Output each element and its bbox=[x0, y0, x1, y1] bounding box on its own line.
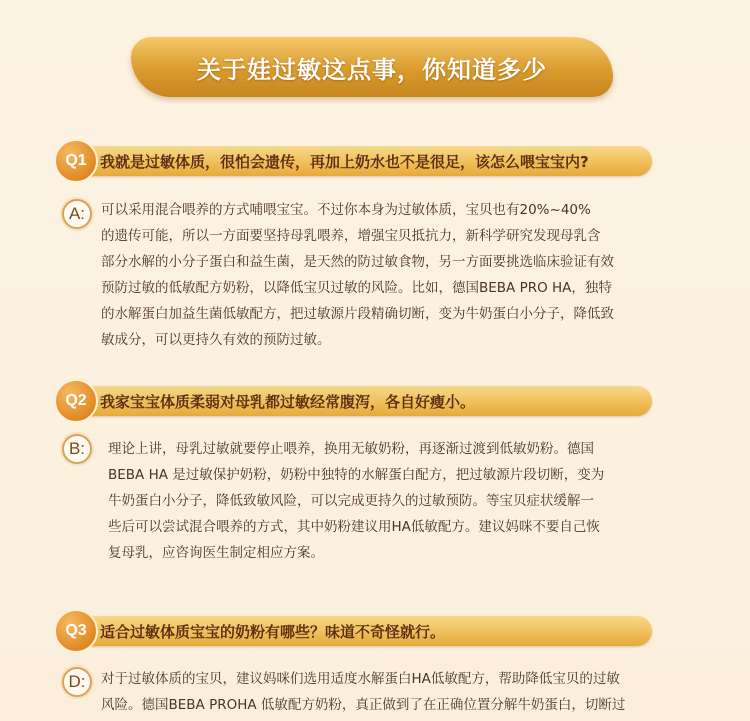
answer-3-line: 风险。德国BEBA PROHA 低敏配方奶粉，真正做到了在正确位置分解牛奶蛋白，切断过 bbox=[101, 697, 626, 713]
answer-2-line: 牛奶蛋白小分子，降低致敏风险，可以完成更持久的过敏预防。等宝贝症状缓解一 bbox=[108, 493, 594, 509]
answer-1-line: 敏成分，可以更持久有效的预防过敏。 bbox=[101, 332, 331, 348]
answer-1-line: 的水解蛋白加益生菌低敏配方，把过敏源片段精确切断，变为牛奶蛋白小分子，降低致 bbox=[101, 306, 614, 322]
answer-text-2 bbox=[108, 436, 604, 566]
question-bar-1 bbox=[62, 146, 652, 176]
answer-badge-3: D: bbox=[62, 667, 92, 697]
title-banner bbox=[131, 37, 613, 97]
answer-2-line: 理论上讲，母乳过敏就要停止喂养，换用无敏奶粉，再逐渐过渡到低敏奶粉。德国 bbox=[108, 441, 594, 457]
question-bar-2 bbox=[62, 386, 652, 416]
answer-2-line: 些后可以尝试混合喂养的方式，其中奶粉建议用HA低敏配方。建议妈咪不要自己恢 bbox=[108, 519, 600, 535]
question-text-2: 我家宝宝体质柔弱对母乳都过敏经常腹泻，各自好瘦小。 bbox=[100, 392, 476, 411]
answer-text-1 bbox=[101, 197, 614, 353]
answer-1-line: 预防过敏的低敏配方奶粉，以降低宝贝过敏的风险。比如，德国BEBA PRO HA，独特 bbox=[101, 280, 612, 296]
question-badge-1: Q1 bbox=[54, 139, 98, 183]
answer-2-line: BEBA HA 是过敏保护奶粉，奶粉中独特的水解蛋白配方，把过敏源片段切断，变为 bbox=[108, 467, 605, 483]
answer-1-line: 部分水解的小分子蛋白和益生菌，是天然的防过敏食物，另一方面要挑选临床验证有效 bbox=[101, 254, 614, 270]
answer-3-line: 对于过敏体质的宝贝，建议妈咪们选用适度水解蛋白HA低敏配方，帮助降低宝贝的过敏 bbox=[101, 671, 620, 687]
answer-badge-2: B: bbox=[62, 434, 92, 464]
question-text-3: 适合过敏体质宝宝的奶粉有哪些？味道不奇怪就行。 bbox=[100, 622, 446, 641]
answer-1-line: 可以采用混合喂养的方式哺喂宝宝。不过你本身为过敏体质，宝贝也有20%~40% bbox=[101, 202, 591, 218]
banner-title: 关于娃过敏这点事，你知道多少 bbox=[197, 55, 547, 84]
answer-text-3 bbox=[101, 666, 625, 718]
question-badge-2: Q2 bbox=[54, 379, 98, 423]
question-badge-3: Q3 bbox=[54, 609, 98, 653]
question-bar-3 bbox=[62, 616, 652, 646]
answer-badge-1: A: bbox=[62, 199, 92, 229]
answer-2-line: 复母乳，应咨询医生制定相应方案。 bbox=[108, 545, 324, 561]
answer-1-line: 的遗传可能，所以一方面要坚持母乳喂养，增强宝贝抵抗力，新科学研究发现母乳含 bbox=[101, 228, 601, 244]
question-text-1: 我就是过敏体质，很怕会遗传，再加上奶水也不是很足，该怎么喂宝宝内? bbox=[100, 152, 589, 171]
